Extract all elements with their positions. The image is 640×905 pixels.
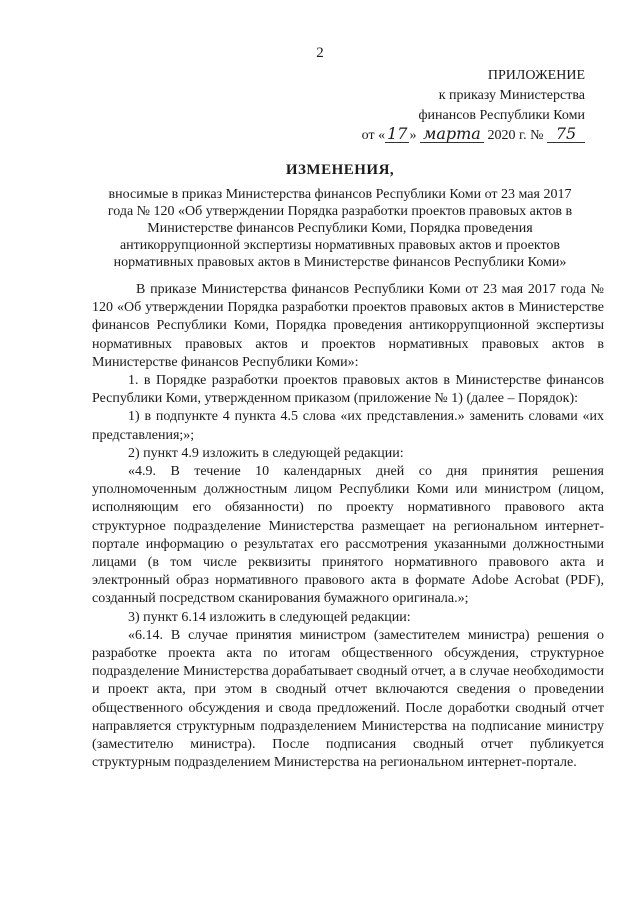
- body-paragraph: 1) в подпункте 4 пункта 4.5 слова «их представления.» заменить словами «их представления;»;: [92, 409, 604, 443]
- date-month-handwritten: марта: [420, 126, 484, 143]
- body-paragraph: 2) пункт 4.9 изложить в следующей редакции:: [128, 445, 404, 461]
- appendix-label: ПРИЛОЖЕНИЕ: [487, 68, 585, 83]
- date-day-handwritten: 17: [387, 124, 408, 143]
- date-year: 2020 г. №: [487, 128, 544, 143]
- title-line: года № 120 «Об утверждении Порядка разработки проектов правовых актов в: [107, 204, 573, 219]
- appendix-header: [345, 66, 585, 146]
- appendix-date-line: [345, 126, 585, 146]
- body-paragraph: «4.9. В течение 10 календарных дней со дня принятия решения уполномоченным должностным лицом Республики Коми или министром (лицом, исполняющим его обязанности) по проекту нормативного правового акта структурное подразделение Министерства размещает на региональном интернет-портале информацию о результатах его рассмотрения указанными должностными лицами (в том числе реквизиты принятого нормативного правового акта и электронный образ нормативного правового акта в формате Adobe Acrobat (PDF), созданный посредством сканирования бумажного оригинала.»;: [92, 464, 604, 607]
- appendix-ministry: финансов Республики Коми: [418, 108, 585, 123]
- body-paragraph: 1. в Порядке разработки проектов правовых актов в Министерстве финансов Республики Коми, утвержденном приказом (приложение № 1) (далее – Порядок):: [92, 373, 604, 407]
- appendix-order-ref: к приказу Министерства: [438, 88, 585, 103]
- title-line: Министерстве финансов Республики Коми, Порядка проведения: [147, 221, 533, 236]
- document-body: [92, 281, 604, 772]
- body-paragraph: 3) пункт 6.14 изложить в следующей редакции:: [128, 609, 411, 625]
- body-paragraph: «6.14. В случае принятия министром (заместителем министра) решения о разработке проекта акта по итогам общественного обсуждения, структурное подразделение Министерства дорабатывает сводный отчет, а в случае необходимости и проект акта, при этом в сводный отчет включаются сведения о проведении общественного обсуждения и свода предложений. После доработки сводный отчет направляется структурным подразделением Министерства на подписание министру (заместителю министра). После подписания сводный отчет публикуется структурным подразделением Министерства на региональном интернет-портале.: [92, 627, 604, 771]
- date-mid: »: [409, 128, 417, 143]
- title-line: вносимые в приказ Министерства финансов Республики Коми от 23 мая 2017: [108, 187, 572, 202]
- page-number: 2: [316, 45, 324, 61]
- order-number-handwritten: 75: [547, 126, 585, 143]
- document-title: [70, 162, 610, 271]
- title-line: нормативных правовых актов в Министерстве финансов Республики Коми»: [113, 255, 567, 270]
- title-line: антикоррупционной экспертизы нормативных правовых актов и проектов: [119, 238, 561, 253]
- date-prefix: от «: [361, 128, 386, 143]
- body-paragraph: В приказе Министерства финансов Республики Коми от 23 мая 2017 года № 120 «Об утверждении Порядка разработки проектов правовых актов в Министерстве финансов Республики Коми, Порядка проведения антикоррупционной экспертизы нормативных правовых актов и проектов нормативных правовых актов в Министерстве финансов Республики Коми»:: [92, 282, 604, 370]
- title-heading: ИЗМЕНЕНИЯ,: [285, 162, 395, 178]
